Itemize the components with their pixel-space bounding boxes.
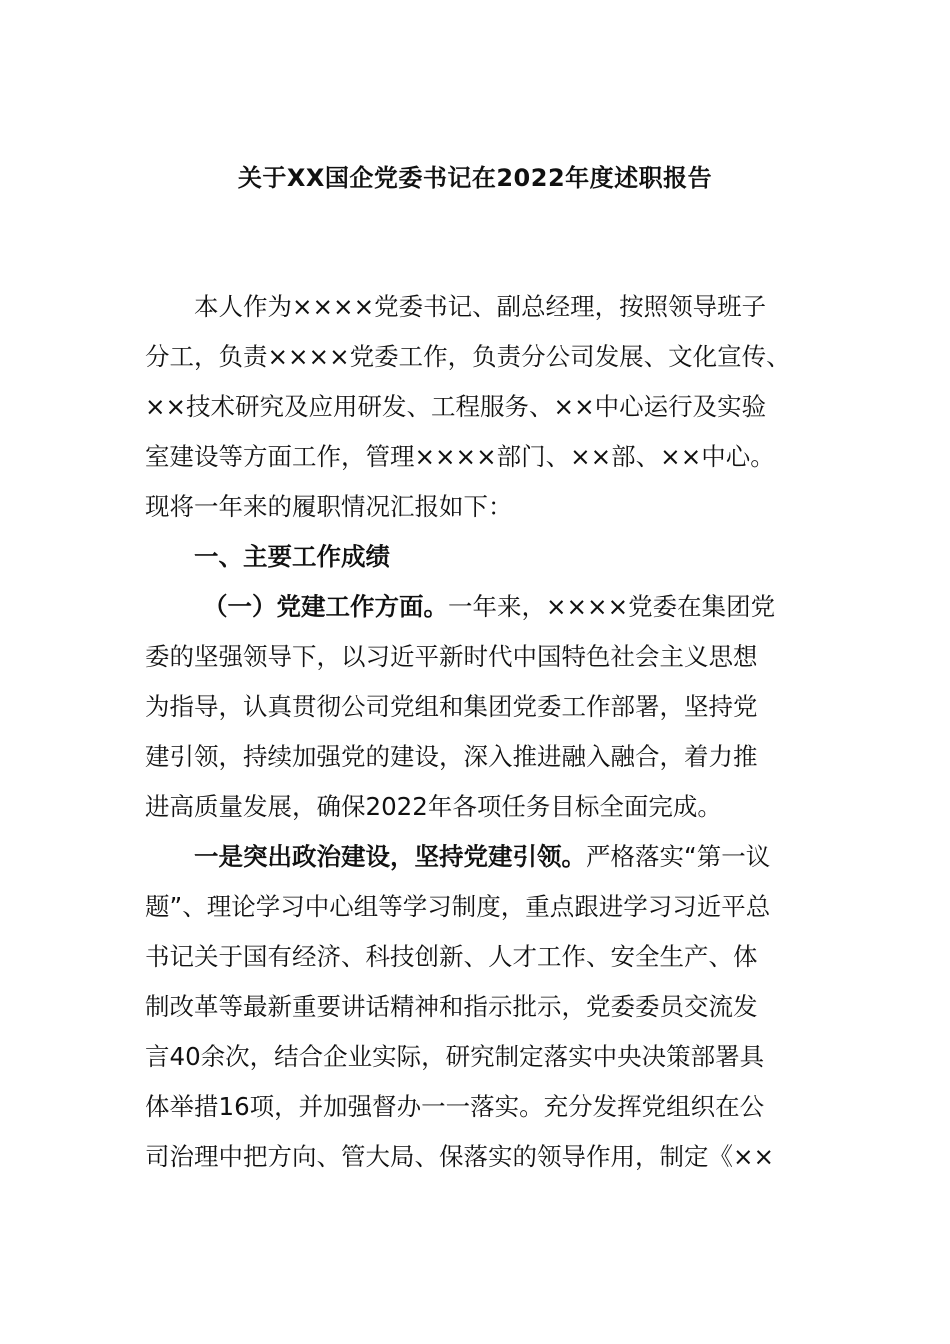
point-heading: 一是突出政治建设，坚持党建引领。 [194, 842, 586, 871]
paragraph-line: 书记关于国有经济、科技创新、人才工作、安全生产、体 [145, 942, 758, 971]
document-body [145, 282, 815, 1182]
paragraph-line: 委的坚强领导下，以习近平新时代中国特色社会主义思想 [145, 642, 758, 671]
subsection-heading: （一）党建工作方面。 [203, 592, 448, 621]
paragraph-line: 建引领，持续加强党的建设，深入推进融入融合，着力推 [145, 742, 758, 771]
paragraph-line: 题”、理论学习中心组等学习制度，重点跟进学习习近平总 [145, 892, 771, 921]
paragraph-line: 进高质量发展，确保2022年各项任务目标全面完成。 [145, 792, 722, 821]
paragraph-line: 本人作为××××党委书记、副总经理，按照领导班子 [194, 292, 767, 321]
point-line [145, 832, 815, 882]
section-heading: 一、主要工作成绩 [194, 542, 390, 571]
paragraph-line: 言40余次，结合企业实际，研究制定落实中央决策部署具 [145, 1042, 765, 1071]
paragraph-line: 司治理中把方向、管大局、保落实的领导作用，制定《×× [145, 1142, 775, 1171]
paragraph-text: 严格落实“第一议 [586, 842, 771, 871]
paragraph-text: 一年来，××××党委在集团党 [448, 592, 776, 621]
paragraph-line: 体举措16项，并加强督办一一落实。充分发挥党组织在公 [145, 1092, 765, 1121]
paragraph-line: 分工，负责××××党委工作，负责分公司发展、文化宣传、 [145, 342, 791, 371]
paragraph-line: ××技术研究及应用研发、工程服务、××中心运行及实验 [145, 392, 767, 421]
paragraph-line: 室建设等方面工作，管理××××部门、××部、××中心。 [145, 442, 775, 471]
document-title: 关于XX国企党委书记在2022年度述职报告 [237, 164, 713, 192]
paragraph-line: 制改革等最新重要讲话精神和指示批示，党委委员交流发 [145, 992, 758, 1021]
paragraph-line: 为指导，认真贯彻公司党组和集团党委工作部署，坚持党 [145, 692, 758, 721]
subsection-line [145, 582, 815, 632]
paragraph-line: 现将一年来的履职情况汇报如下： [145, 492, 513, 521]
